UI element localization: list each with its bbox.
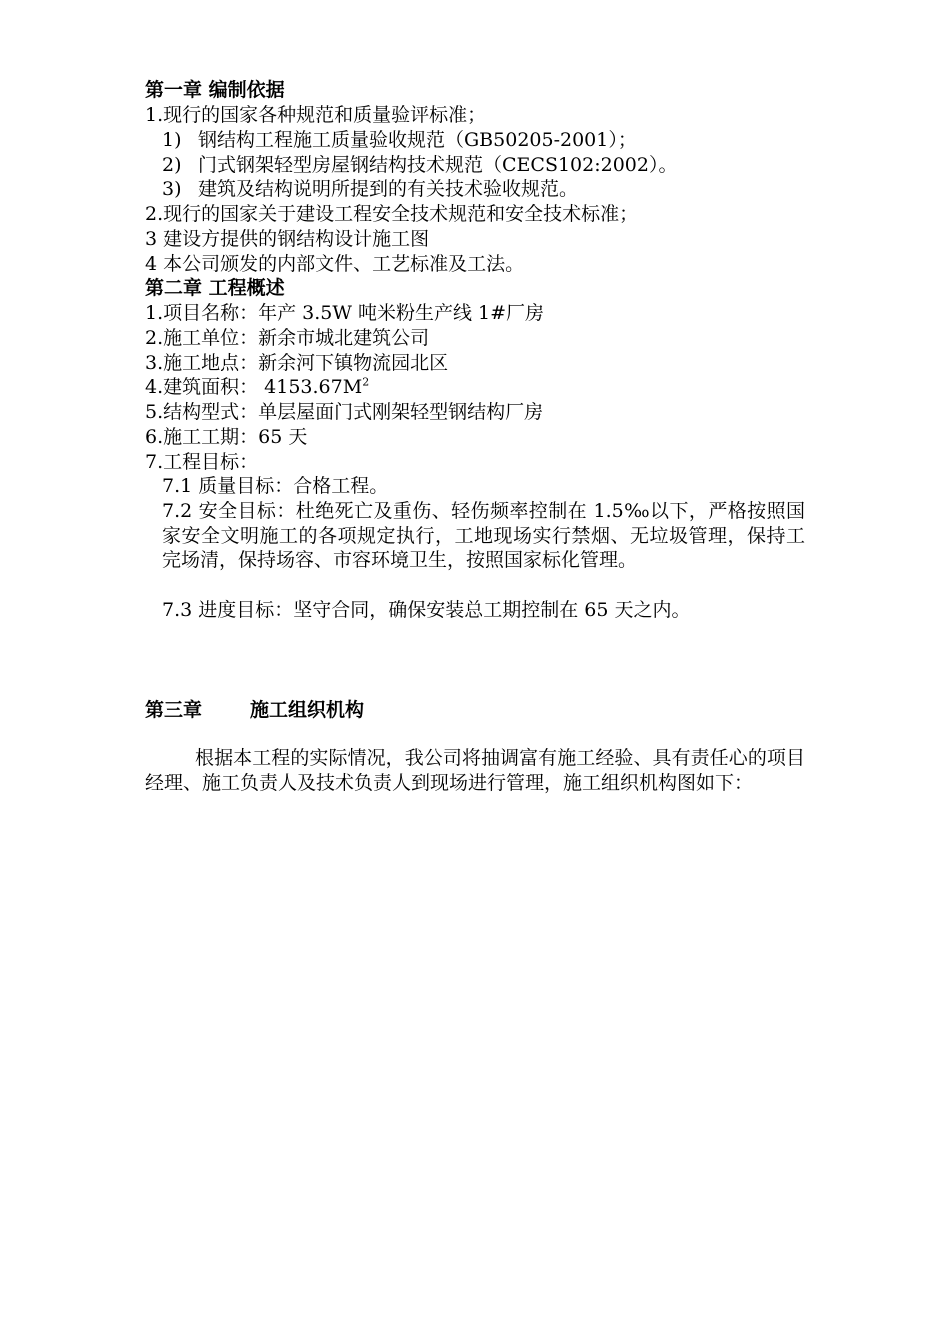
goal-quality: 7.1 质量目标：合格工程。 bbox=[162, 475, 389, 497]
ch1-subitem-3-text: 建筑及结构说明所提到的有关技术验收规范。 bbox=[198, 178, 579, 200]
chapter-3-body: 根据本工程的实际情况，我公司将抽调富有施工经验、具有责任心的项目经理、施工负责人及技术负责人到现场进行管理，施工组织机构图如下： bbox=[145, 747, 805, 794]
ch2-item-2: 2.施工单位：新余市城北建筑公司 bbox=[145, 327, 430, 349]
ch1-item-3: 3 建设方提供的钢结构设计施工图 bbox=[145, 228, 430, 250]
ch2-item-6: 6.施工工期：65 天 bbox=[145, 426, 308, 448]
chapter-2-title: 第二章 工程概述 bbox=[145, 277, 285, 299]
chapter-1-title: 第一章 编制依据 bbox=[145, 79, 285, 101]
ch1-item-1: 1.现行的国家各种规范和质量验评标准； bbox=[145, 104, 487, 126]
ch2-item-4-text: 4.建筑面积： 4153.67M bbox=[145, 376, 363, 398]
ch2-item-4-superscript: 2 bbox=[362, 375, 370, 389]
ch2-item-5: 5.结构型式：单层屋面门式刚架轻型钢结构厂房 bbox=[145, 401, 544, 423]
goal-safety: 7.2 安全目标：杜绝死亡及重伤、轻伤频率控制在 1.5‰以下，严格按照国家安全文明施工的各项规定执行，工地现场实行禁烟、无垃圾管理，保持工完场清，保持场容、市容环境卫生，按照国家标化管理。 bbox=[162, 500, 805, 571]
chapter-3-name: 施工组织机构 bbox=[250, 699, 365, 721]
ch2-item-1: 1.项目名称：年产 3.5W 吨米粉生产线 1#厂房 bbox=[145, 302, 545, 324]
ch2-item-4 bbox=[145, 375, 805, 399]
goal-schedule: 7.3 进度目标：坚守合同，确保安装总工期控制在 65 天之内。 bbox=[162, 599, 691, 621]
ch1-subitem-1 bbox=[162, 128, 822, 152]
ch2-item-7: 7.工程目标： bbox=[145, 451, 259, 473]
ch1-subitem-1-text: 钢结构工程施工质量验收规范（GB50205-2001）； bbox=[198, 129, 637, 151]
chapter-3-number: 第三章 bbox=[145, 699, 203, 721]
ch1-item-4: 4 本公司颁发的内部文件、工艺标准及工法。 bbox=[145, 253, 525, 275]
ch1-subitem-1-number: 1) bbox=[162, 129, 182, 151]
ch2-item-3: 3.施工地点：新余河下镇物流园北区 bbox=[145, 352, 449, 374]
ch1-item-2: 2.现行的国家关于建设工程安全技术规范和安全技术标准； bbox=[145, 203, 639, 225]
ch1-subitem-2-number: 2) bbox=[162, 154, 182, 176]
chapter-3-title bbox=[145, 698, 805, 722]
ch1-subitem-2 bbox=[162, 153, 822, 177]
ch1-subitem-2-text: 门式钢架轻型房屋钢结构技术规范（CECS102:2002）。 bbox=[198, 154, 678, 176]
ch1-subitem-3-number: 3) bbox=[162, 178, 182, 200]
ch1-subitem-3 bbox=[162, 177, 822, 201]
